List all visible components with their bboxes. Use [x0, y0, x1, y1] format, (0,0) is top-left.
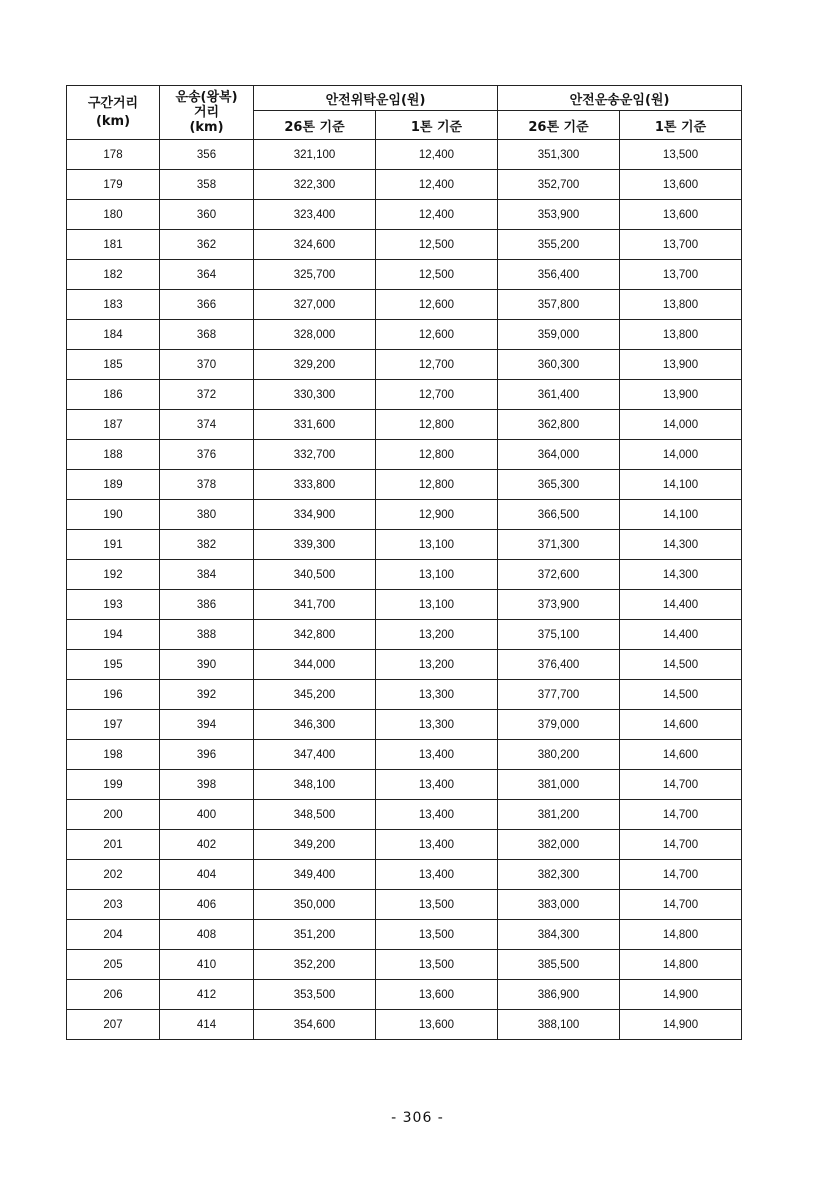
section-distance-cell: 202: [67, 860, 160, 890]
roundtrip-distance-cell: 406: [160, 890, 254, 920]
roundtrip-distance-cell: 404: [160, 860, 254, 890]
consignment-26ton-cell: 325,700: [254, 260, 376, 290]
table-row: [67, 620, 742, 650]
transport-26ton-cell: 379,000: [498, 710, 620, 740]
transport-1ton-cell: 14,600: [620, 710, 742, 740]
transport-26ton-cell: 377,700: [498, 680, 620, 710]
table-row: [67, 770, 742, 800]
consignment-1ton-cell: 13,600: [376, 980, 498, 1010]
roundtrip-distance-cell: 360: [160, 200, 254, 230]
roundtrip-distance-cell: 398: [160, 770, 254, 800]
section-distance-cell: 187: [67, 410, 160, 440]
transport-1ton-cell: 14,300: [620, 530, 742, 560]
consignment-1ton-cell: 13,100: [376, 590, 498, 620]
roundtrip-distance-cell: 402: [160, 830, 254, 860]
transport-26ton-cell: 353,900: [498, 200, 620, 230]
transport-1ton-cell: 14,800: [620, 920, 742, 950]
section-distance-cell: 197: [67, 710, 160, 740]
transport-26ton-cell: 372,600: [498, 560, 620, 590]
roundtrip-distance-cell: 388: [160, 620, 254, 650]
consignment-26ton-cell: 342,800: [254, 620, 376, 650]
transport-1ton-cell: 13,700: [620, 260, 742, 290]
consignment-26ton-cell: 352,200: [254, 950, 376, 980]
section-distance-header: [67, 86, 160, 140]
table-row: [67, 320, 742, 350]
transport-26ton-cell: 364,000: [498, 440, 620, 470]
transport-26ton-cell: 362,800: [498, 410, 620, 440]
table-row: [67, 500, 742, 530]
roundtrip-distance-cell: 356: [160, 140, 254, 170]
section-distance-cell: 179: [67, 170, 160, 200]
consignment-26ton-header: 26톤 기준: [254, 111, 376, 140]
section-distance-cell: 193: [67, 590, 160, 620]
transport-1ton-cell: 14,500: [620, 680, 742, 710]
section-distance-header-line1: 구간거리: [87, 95, 139, 111]
section-distance-cell: 203: [67, 890, 160, 920]
transport-1ton-cell: 13,900: [620, 380, 742, 410]
consignment-1ton-cell: 13,500: [376, 920, 498, 950]
consignment-1ton-cell: 13,400: [376, 740, 498, 770]
consignment-26ton-cell: 328,000: [254, 320, 376, 350]
consignment-1ton-cell: 12,700: [376, 380, 498, 410]
consignment-26ton-cell: 353,500: [254, 980, 376, 1010]
consignment-26ton-cell: 351,200: [254, 920, 376, 950]
consignment-1ton-cell: 12,400: [376, 200, 498, 230]
section-distance-cell: 182: [67, 260, 160, 290]
roundtrip-distance-cell: 410: [160, 950, 254, 980]
section-distance-cell: 205: [67, 950, 160, 980]
consignment-26ton-cell: 330,300: [254, 380, 376, 410]
consignment-26ton-cell: 321,100: [254, 140, 376, 170]
roundtrip-distance-cell: 358: [160, 170, 254, 200]
transport-1ton-cell: 13,900: [620, 350, 742, 380]
transport-1ton-cell: 13,800: [620, 290, 742, 320]
consignment-1ton-cell: 13,600: [376, 1010, 498, 1040]
transport-26ton-cell: 384,300: [498, 920, 620, 950]
consignment-26ton-cell: 348,100: [254, 770, 376, 800]
roundtrip-distance-cell: 390: [160, 650, 254, 680]
roundtrip-distance-header-line3: (km): [189, 120, 224, 135]
table-row: [67, 260, 742, 290]
table-row: [67, 410, 742, 440]
section-distance-cell: 196: [67, 680, 160, 710]
transport-1ton-cell: 14,500: [620, 650, 742, 680]
table-row: [67, 890, 742, 920]
roundtrip-distance-cell: 368: [160, 320, 254, 350]
table-row: [67, 800, 742, 830]
roundtrip-distance-cell: 370: [160, 350, 254, 380]
rate-table-body: [67, 140, 742, 1040]
transport-26ton-cell: 360,300: [498, 350, 620, 380]
roundtrip-distance-header: [160, 86, 254, 140]
consignment-1ton-cell: 12,900: [376, 500, 498, 530]
consignment-1ton-cell: 12,500: [376, 260, 498, 290]
table-row: [67, 440, 742, 470]
transport-26ton-cell: 382,000: [498, 830, 620, 860]
roundtrip-distance-cell: 374: [160, 410, 254, 440]
transport-1ton-cell: 14,900: [620, 980, 742, 1010]
transport-1ton-cell: 14,000: [620, 440, 742, 470]
section-distance-cell: 207: [67, 1010, 160, 1040]
transport-26ton-cell: 359,000: [498, 320, 620, 350]
roundtrip-distance-cell: 364: [160, 260, 254, 290]
roundtrip-distance-header-line2: 거리: [193, 105, 220, 120]
table-row: [67, 860, 742, 890]
section-distance-cell: 192: [67, 560, 160, 590]
transport-1ton-cell: 13,500: [620, 140, 742, 170]
transport-26ton-cell: 375,100: [498, 620, 620, 650]
consignment-1ton-cell: 12,800: [376, 470, 498, 500]
transport-1ton-header: 1톤 기준: [620, 111, 742, 140]
section-distance-cell: 194: [67, 620, 160, 650]
roundtrip-distance-cell: 386: [160, 590, 254, 620]
transport-26ton-cell: 366,500: [498, 500, 620, 530]
transport-1ton-cell: 14,100: [620, 500, 742, 530]
table-row: [67, 380, 742, 410]
transport-26ton-cell: 381,000: [498, 770, 620, 800]
consignment-26ton-cell: 341,700: [254, 590, 376, 620]
table-row: [67, 650, 742, 680]
consignment-26ton-cell: 329,200: [254, 350, 376, 380]
roundtrip-distance-cell: 362: [160, 230, 254, 260]
transport-1ton-cell: 14,600: [620, 740, 742, 770]
section-distance-cell: 180: [67, 200, 160, 230]
consignment-26ton-cell: 327,000: [254, 290, 376, 320]
transport-26ton-cell: 357,800: [498, 290, 620, 320]
transport-1ton-cell: 14,400: [620, 590, 742, 620]
section-distance-cell: 186: [67, 380, 160, 410]
table-row: [67, 920, 742, 950]
roundtrip-distance-cell: 366: [160, 290, 254, 320]
consignment-1ton-cell: 13,200: [376, 650, 498, 680]
transport-26ton-header: 26톤 기준: [498, 111, 620, 140]
consignment-26ton-cell: 348,500: [254, 800, 376, 830]
transport-26ton-cell: 388,100: [498, 1010, 620, 1040]
consignment-1ton-cell: 12,800: [376, 440, 498, 470]
roundtrip-distance-cell: 378: [160, 470, 254, 500]
table-row: [67, 530, 742, 560]
consignment-26ton-cell: 324,600: [254, 230, 376, 260]
transport-1ton-cell: 14,700: [620, 800, 742, 830]
section-distance-cell: 204: [67, 920, 160, 950]
consignment-26ton-cell: 344,000: [254, 650, 376, 680]
transport-1ton-cell: 14,800: [620, 950, 742, 980]
consignment-1ton-cell: 13,100: [376, 530, 498, 560]
consignment-26ton-cell: 322,300: [254, 170, 376, 200]
consignment-1ton-header: 1톤 기준: [376, 111, 498, 140]
consignment-26ton-cell: 349,400: [254, 860, 376, 890]
consignment-1ton-cell: 13,300: [376, 710, 498, 740]
consignment-fare-header: 안전위탁운임(원): [254, 86, 498, 111]
transport-26ton-cell: 386,900: [498, 980, 620, 1010]
transport-26ton-cell: 380,200: [498, 740, 620, 770]
transport-26ton-cell: 371,300: [498, 530, 620, 560]
consignment-1ton-cell: 13,400: [376, 800, 498, 830]
transport-26ton-cell: 361,400: [498, 380, 620, 410]
section-distance-cell: 181: [67, 230, 160, 260]
consignment-26ton-cell: 340,500: [254, 560, 376, 590]
section-distance-cell: 195: [67, 650, 160, 680]
transport-26ton-cell: 376,400: [498, 650, 620, 680]
table-row: [67, 170, 742, 200]
transport-1ton-cell: 14,000: [620, 410, 742, 440]
consignment-26ton-cell: 339,300: [254, 530, 376, 560]
transport-26ton-cell: 382,300: [498, 860, 620, 890]
transport-1ton-cell: 14,900: [620, 1010, 742, 1040]
roundtrip-distance-cell: 394: [160, 710, 254, 740]
transport-26ton-cell: 352,700: [498, 170, 620, 200]
table-row: [67, 1010, 742, 1040]
section-distance-cell: 190: [67, 500, 160, 530]
transport-1ton-cell: 14,700: [620, 860, 742, 890]
roundtrip-distance-cell: 392: [160, 680, 254, 710]
consignment-1ton-cell: 13,300: [376, 680, 498, 710]
table-row: [67, 830, 742, 860]
transport-1ton-cell: 14,100: [620, 470, 742, 500]
roundtrip-distance-cell: 372: [160, 380, 254, 410]
table-row: [67, 230, 742, 260]
consignment-1ton-cell: 12,600: [376, 290, 498, 320]
consignment-1ton-cell: 13,500: [376, 950, 498, 980]
consignment-1ton-cell: 12,600: [376, 320, 498, 350]
transport-26ton-cell: 365,300: [498, 470, 620, 500]
roundtrip-distance-cell: 400: [160, 800, 254, 830]
consignment-26ton-cell: 334,900: [254, 500, 376, 530]
consignment-1ton-cell: 12,400: [376, 170, 498, 200]
consignment-26ton-cell: 354,600: [254, 1010, 376, 1040]
transport-1ton-cell: 14,300: [620, 560, 742, 590]
transport-26ton-cell: 385,500: [498, 950, 620, 980]
transport-1ton-cell: 13,600: [620, 200, 742, 230]
consignment-26ton-cell: 345,200: [254, 680, 376, 710]
consignment-26ton-cell: 350,000: [254, 890, 376, 920]
table-row: [67, 560, 742, 590]
transport-26ton-cell: 351,300: [498, 140, 620, 170]
consignment-26ton-cell: 349,200: [254, 830, 376, 860]
consignment-26ton-cell: 331,600: [254, 410, 376, 440]
section-distance-cell: 178: [67, 140, 160, 170]
section-distance-cell: 184: [67, 320, 160, 350]
freight-rate-table: [66, 85, 742, 1040]
roundtrip-distance-cell: 396: [160, 740, 254, 770]
consignment-26ton-cell: 333,800: [254, 470, 376, 500]
table-row: [67, 470, 742, 500]
consignment-1ton-cell: 13,400: [376, 860, 498, 890]
consignment-1ton-cell: 12,800: [376, 410, 498, 440]
consignment-1ton-cell: 13,100: [376, 560, 498, 590]
roundtrip-distance-cell: 380: [160, 500, 254, 530]
transport-26ton-cell: 381,200: [498, 800, 620, 830]
consignment-1ton-cell: 12,700: [376, 350, 498, 380]
consignment-26ton-cell: 323,400: [254, 200, 376, 230]
table-row: [67, 710, 742, 740]
table-row: [67, 140, 742, 170]
transport-1ton-cell: 14,400: [620, 620, 742, 650]
table-row: [67, 350, 742, 380]
transport-26ton-cell: 373,900: [498, 590, 620, 620]
consignment-1ton-cell: 13,400: [376, 770, 498, 800]
section-distance-cell: 206: [67, 980, 160, 1010]
table-row: [67, 200, 742, 230]
consignment-1ton-cell: 13,500: [376, 890, 498, 920]
page-number: - 306 -: [391, 1110, 444, 1126]
consignment-26ton-cell: 332,700: [254, 440, 376, 470]
section-distance-cell: 185: [67, 350, 160, 380]
table-row: [67, 590, 742, 620]
transport-fare-header: 안전운송운임(원): [498, 86, 742, 111]
section-distance-header-line2: (km): [95, 113, 131, 129]
roundtrip-distance-cell: 382: [160, 530, 254, 560]
section-distance-cell: 188: [67, 440, 160, 470]
transport-1ton-cell: 13,700: [620, 230, 742, 260]
transport-1ton-cell: 13,800: [620, 320, 742, 350]
transport-26ton-cell: 355,200: [498, 230, 620, 260]
roundtrip-distance-cell: 408: [160, 920, 254, 950]
section-distance-cell: 189: [67, 470, 160, 500]
section-distance-cell: 198: [67, 740, 160, 770]
consignment-26ton-cell: 347,400: [254, 740, 376, 770]
transport-1ton-cell: 14,700: [620, 830, 742, 860]
section-distance-cell: 200: [67, 800, 160, 830]
transport-26ton-cell: 356,400: [498, 260, 620, 290]
roundtrip-distance-cell: 412: [160, 980, 254, 1010]
transport-1ton-cell: 13,600: [620, 170, 742, 200]
consignment-1ton-cell: 12,400: [376, 140, 498, 170]
transport-1ton-cell: 14,700: [620, 890, 742, 920]
table-row: [67, 980, 742, 1010]
roundtrip-distance-cell: 376: [160, 440, 254, 470]
consignment-1ton-cell: 13,200: [376, 620, 498, 650]
section-distance-cell: 201: [67, 830, 160, 860]
section-distance-cell: 191: [67, 530, 160, 560]
roundtrip-distance-cell: 414: [160, 1010, 254, 1040]
consignment-1ton-cell: 13,400: [376, 830, 498, 860]
transport-26ton-cell: 383,000: [498, 890, 620, 920]
section-distance-cell: 199: [67, 770, 160, 800]
roundtrip-distance-header-line1: 운송(왕복): [175, 90, 238, 105]
table-row: [67, 680, 742, 710]
transport-1ton-cell: 14,700: [620, 770, 742, 800]
section-distance-cell: 183: [67, 290, 160, 320]
roundtrip-distance-cell: 384: [160, 560, 254, 590]
table-row: [67, 290, 742, 320]
consignment-1ton-cell: 12,500: [376, 230, 498, 260]
consignment-26ton-cell: 346,300: [254, 710, 376, 740]
table-row: [67, 950, 742, 980]
table-row: [67, 740, 742, 770]
